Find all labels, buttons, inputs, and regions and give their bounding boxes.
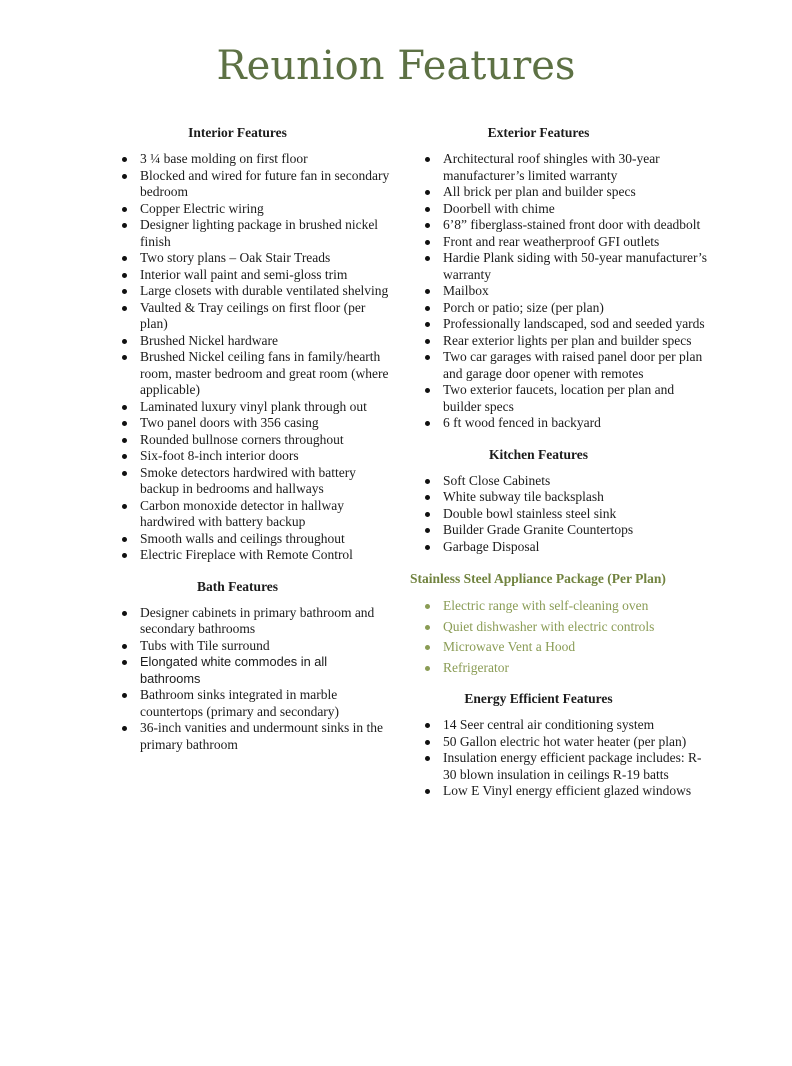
two-column-layout [0,124,792,800]
list-item [410,750,712,783]
list-item [85,349,390,399]
list-item [410,415,712,432]
bullet-icon [425,207,430,212]
feature-text: 6’8” fiberglass-stained front door with deadbolt [443,217,701,232]
section-heading: Kitchen Features [488,446,589,462]
feature-list [410,598,712,676]
bullet-icon [425,223,430,228]
list-item [85,168,390,201]
list-item [85,687,390,720]
feature-text: Brushed Nickel ceiling fans in family/hearth room, master bedroom and great room (where applicable) [140,349,389,397]
feature-text: Brushed Nickel hardware [140,332,278,348]
bullet-icon [122,223,127,228]
list-item [85,283,390,300]
feature-text: Porch or patio; size (per plan) [443,299,604,315]
bullet-icon [425,528,430,533]
list-item [410,522,712,539]
section-heading: Exterior Features [487,125,590,140]
feature-text: Front and rear weatherproof GFI outlets [443,233,660,249]
bullet-icon [122,537,127,542]
list-item [410,717,712,734]
feature-text: Doorbell with chime [443,200,555,216]
right-column [410,124,712,800]
list-item [410,234,712,251]
feature-text: Builder Grade Granite Countertops [443,522,634,537]
bullet-icon [122,421,127,426]
list-item [410,539,712,556]
bullet-icon [122,726,127,731]
list-item [410,283,712,300]
bullet-icon [122,256,127,261]
feature-text: Hardie Plank siding with 50-year manufacturer’s warranty [443,250,708,282]
bullet-icon [425,157,430,162]
feature-text: Two car garages with raised panel door per plan and garage door opener with remotes [443,349,703,381]
list-item [85,605,390,638]
list-item [410,382,712,415]
bullet-icon [122,355,127,360]
feature-text: Professionally landscaped, sod and seeded yards [443,316,705,331]
bullet-icon [122,289,127,294]
feature-text: 3 ¼ base molding on first floor [140,151,308,166]
list-item [410,598,712,615]
bullet-icon [122,339,127,344]
feature-text: Vaulted & Tray ceilings on first floor (per plan) [140,299,366,331]
feature-text: Rear exterior lights per plan and builder specs [443,332,692,348]
feature-text: Elongated white commodes in all bathrooms [140,654,328,686]
feature-text: Soft Close Cabinets [443,472,551,488]
list-item [85,448,390,465]
feature-text: Designer cabinets in primary bathroom and secondary bathrooms [140,604,375,636]
feature-text: Blocked and wired for future fan in secondary bedroom [140,167,390,199]
feature-text: 6 ft wood fenced in backyard [443,415,601,430]
feature-text: Insulation energy efficient package includes: R-30 blown insulation in ceilings R-19 batts [443,750,702,782]
bullet-icon [425,421,430,426]
bullet-icon [425,306,430,311]
bullet-icon [122,693,127,698]
list-item [85,250,390,267]
feature-text: Electric range with self-cleaning oven [443,598,649,613]
list-item [410,619,712,636]
list-item [410,250,712,283]
bullet-icon [425,355,430,360]
bullet-icon [425,625,430,630]
bullet-icon [122,207,127,212]
bullet-icon [425,604,430,609]
feature-text: Large closets with durable ventilated shelving [140,283,389,298]
bullet-icon [425,512,430,517]
bullet-icon [122,611,127,616]
feature-text: 50 Gallon electric hot water heater (per plan) [443,733,687,749]
bullet-icon [425,322,430,327]
feature-text: Electric Fireplace with Remote Control [140,547,353,562]
list-item [85,547,390,564]
list-item [85,267,390,284]
bullet-icon [122,273,127,278]
list-item [410,316,712,333]
list-item [85,531,390,548]
bullet-icon [425,190,430,195]
list-item [410,473,712,490]
list-item [410,349,712,382]
feature-text: Laminated luxury vinyl plank through out [140,398,367,414]
bullet-icon [425,339,430,344]
feature-list [410,151,712,432]
bullet-icon [425,723,430,728]
bullet-icon [425,240,430,245]
bullet-icon [122,174,127,179]
list-item [410,217,712,234]
bullet-icon [425,756,430,761]
feature-text: Bathroom sinks integrated in marble countertops (primary and secondary) [140,687,340,719]
list-item [410,489,712,506]
list-item [85,498,390,531]
bullet-icon [425,289,430,294]
feature-text: Smoke detectors hardwired with battery backup in bedrooms and hallways [140,464,356,496]
bullet-icon [122,157,127,162]
list-item [410,639,712,656]
document-page [0,42,792,800]
bullet-icon [425,545,430,550]
bullet-icon [425,256,430,261]
feature-text: Designer lighting package in brushed nickel finish [140,217,379,249]
feature-text: Two story plans – Oak Stair Treads [140,250,331,265]
section-heading: Energy Efficient Features [464,691,613,706]
section-heading: Interior Features [188,125,287,140]
feature-text: All brick per plan and builder specs [443,184,636,199]
feature-text: 36-inch vanities and undermount sinks in the primary bathroom [140,720,383,752]
feature-text: Six-foot 8-inch interior doors [140,448,299,463]
section-heading: Stainless Steel Appliance Package (Per Plan) [410,571,666,586]
bullet-icon [122,306,127,311]
feature-text: Tubs with Tile surround [140,637,270,653]
feature-text: Interior wall paint and semi-gloss trim [140,266,348,282]
list-item [85,201,390,218]
bullet-icon [425,740,430,745]
bullet-icon [122,644,127,649]
list-item [410,506,712,523]
feature-text: Rounded bullnose corners throughout [140,431,344,447]
page-title: Reunion Features [216,43,576,89]
list-item [85,638,390,655]
feature-text: Copper Electric wiring [140,200,264,216]
list-item [410,201,712,218]
list-item [85,465,390,498]
list-item [85,217,390,250]
bullet-icon [122,471,127,476]
list-item [410,300,712,317]
list-item [85,415,390,432]
left-column [85,124,390,753]
list-item [410,333,712,350]
bullet-icon [425,666,430,671]
feature-text: 14 Seer central air conditioning system [443,717,655,732]
list-item [85,300,390,333]
bullet-icon [122,660,127,665]
bullet-icon [122,438,127,443]
bullet-icon [122,553,127,558]
list-item [85,432,390,449]
feature-text: Refrigerator [443,659,509,675]
feature-list [410,717,712,800]
feature-list [85,151,390,564]
feature-text: Garbage Disposal [443,538,540,554]
feature-list [410,473,712,556]
feature-text: Architectural roof shingles with 30-year manufacturer’s limited warranty [443,151,660,183]
list-item [410,184,712,201]
list-item [85,720,390,753]
list-item [410,783,712,800]
bullet-icon [122,454,127,459]
list-item [85,333,390,350]
list-item [410,660,712,677]
list-item [410,151,712,184]
feature-text: Two panel doors with 356 casing [140,415,319,430]
feature-text: Low E Vinyl energy efficient glazed windows [443,783,692,798]
bullet-icon [425,479,430,484]
feature-text: Microwave Vent a Hood [443,639,576,654]
bullet-icon [425,645,430,650]
section-heading: Bath Features [196,578,279,594]
feature-text: Carbon monoxide detector in hallway hardwired with battery backup [140,497,344,529]
bullet-icon [122,504,127,509]
bullet-icon [425,789,430,794]
list-item [85,399,390,416]
bullet-icon [122,405,127,410]
feature-text: Quiet dishwasher with electric controls [443,618,655,634]
list-item [410,734,712,751]
feature-text: White subway tile backsplash [443,489,604,504]
feature-list [85,605,390,754]
feature-text: Smooth walls and ceilings throughout [140,530,345,546]
list-item [85,151,390,168]
feature-text: Mailbox [443,283,489,298]
feature-text: Two exterior faucets, location per plan and builder specs [443,382,675,414]
bullet-icon [425,495,430,500]
feature-text: Double bowl stainless steel sink [443,505,617,521]
list-item [85,654,390,687]
bullet-icon [425,388,430,393]
